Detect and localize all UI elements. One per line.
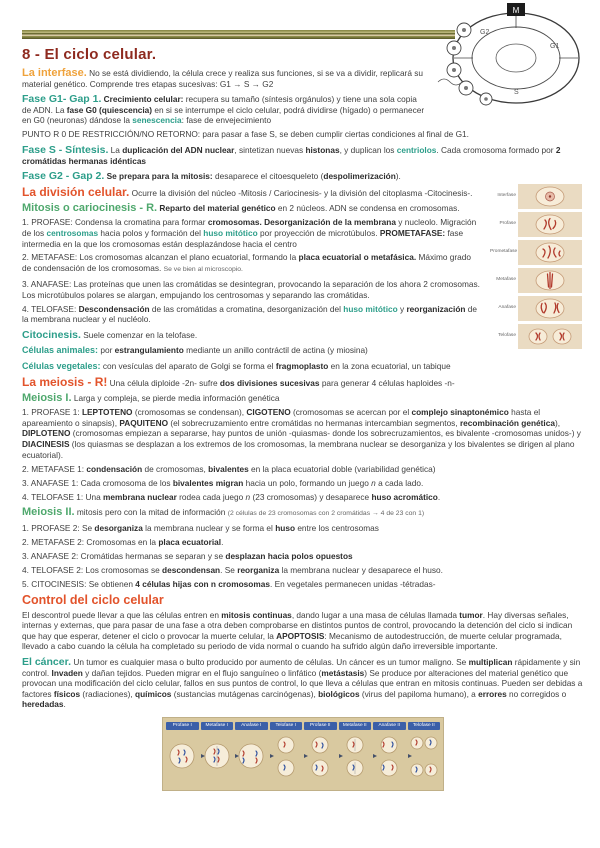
meiosis-stage-label: Anafase II [373, 722, 406, 730]
meiosis-stage-column [270, 722, 303, 787]
meiosis-stage-image [270, 730, 302, 787]
meiosis-stage-image [373, 730, 405, 787]
paragraph: 2. METAFASE: Los cromosomas alcanzan el plano ecuatorial, formando la placa ecuatorial o metafásica. Máximo grado de condensación de los cromosomas. Se ve bien al microscopio. [22, 252, 472, 274]
g2-label: G2 [480, 29, 490, 36]
mitosis-phase-panel [490, 212, 584, 238]
meiosis-stage-label: Metafase I [201, 722, 234, 730]
paragraph: 3. ANAFASE: Las proteínas que unen las cromátidas se desintegran, provocando la separación de los ahora 2 cromosomas. Los microtúbulos polares se alargan, empujando los centrosomas y separando las cromátidas. [22, 279, 480, 300]
mitosis-phase-label: Prometafase [490, 249, 518, 255]
paragraph: Células vegetales: con vesículas del aparato de Golgi se forma el fragmoplasto en la zona ecuatorial, un tabique [22, 361, 451, 372]
meiosis-stage-column [408, 722, 441, 787]
cell-cycle-diagram [434, 2, 584, 106]
paragraph: 1. PROFASE: Condensa la cromatina para formar cromosomas. Desorganización de la membrana y nucleolo. Migración de los centrosomas hacia polos y formación del huso mitótico por proyección de microtúbulos. PROMETAFASE: fase intermedia en la que los cromosomas están desplazándose hacia el centro [22, 217, 477, 249]
meiosis-diagram [162, 717, 444, 791]
paragraph: Fase S - Síntesis. La duplicación del ADN nuclear, sintetizan nuevas histonas, y duplican los centriolos. Cada cromosoma formado por 2 cromátidas hermanas idénticas [22, 143, 561, 166]
paragraph: 2. METAFASE 2: Cromosomas en la placa ecuatorial. [22, 537, 224, 548]
meiosis-stage-label: Profase II [304, 722, 337, 730]
meiosis-stage-label: Profase I [166, 722, 199, 730]
cell-cycle-sketch [434, 2, 584, 106]
paragraph: 4. TELOFASE 2: Los cromosomas se descondensan. Se reorganiza la membrana nuclear y desaparece el huso. [22, 565, 443, 576]
paragraph: El cáncer. Un tumor es cualquier masa o bulto producido por aumento de células. Un cáncer es un tumor maligno. Se multiplican rápidamente y sin control. Invaden y dañan tejidos. Pueden migrar en el flujo sanguíneo o linfático (metástasis) Se produce por alteraciones del material genético que provocan una modificación del ciclo celular, fallos en sus puntos de control, lo que lleva a células que entran en mitosis continuas. Pueden ser debidas a factores físicos (radiaciones), químicos (sustancias mutágenas carcinógenas), biológicos (virus del papiloma humano), a errores no corregidos o heredadas. [22, 655, 583, 710]
paragraph: 5. CITOCINESIS: Se obtienen 4 células hijas con n cromosomas. En vegetales permanecen unidas -tétradas- [22, 579, 436, 590]
meiosis-stage-column [166, 722, 199, 787]
meiosis-stage-column [339, 722, 372, 787]
paragraph: Células animales: por estrangulamiento mediante un anillo contráctil de actina (y miosina) [22, 345, 368, 356]
mitosis-phase-label: Telofase [498, 333, 516, 339]
meiosis-stage-column [304, 722, 337, 787]
paragraph: 4. TELOFASE 1: Una membrana nuclear rodea cada juego n (23 cromosomas) y desaparece huso acromático. [22, 491, 441, 502]
mitosis-phase-panel [490, 324, 584, 350]
paragraph: Fase G2 - Gap 2. Se prepara para la mitosis: desaparece el citoesqueleto (despolimerización). [22, 170, 401, 183]
mitosis-strip [490, 184, 584, 352]
paragraph: La división celular. Ocurre la división del núcleo -Mitosis / Cariocinesis- y la división del citoplasma -Citocinesis-. [22, 184, 473, 199]
meiosis-stage-column [201, 722, 234, 787]
mitosis-phase-label: Profase [499, 221, 516, 227]
mitosis-phase-image [518, 240, 582, 265]
paragraph: 4. TELOFASE: Descondensación de las cromátidas a cromatina, desorganización del huso mitótico y reorganización de la membrana nuclear y el nucléolo. [22, 303, 478, 325]
paragraph: El descontrol puede llevar a que las células entren en mitosis continuas, dando lugar a una masa de células llamada tumor. Hay diversas señales, internas y externas, que para pasar de una fase a otra deben comprobarse en distintos puntos de control, provocando la detención del ciclo si indican que hay que esperar, detener el ciclo o provocar la muerte celular, la APOPTOSIS: Mecanismo de autodestrucción, de muerte celular programada, llevado a cabo cuando la célula ha completado su periodo de vida normal o cuando ha sufrido algún daño irreversible importante. [22, 609, 573, 652]
m-phase-label: M [512, 6, 520, 15]
meiosis-stage-label: Anafase I [235, 722, 268, 730]
meiosis-stage-image [304, 730, 336, 787]
page-title: 8 - El ciclo celular. [22, 46, 157, 63]
mitosis-phase-image [518, 324, 582, 349]
decorative-ribbon [22, 30, 455, 39]
paragraph: Meiosis II. mitosis pero con la mitad de información (2 células de 23 cromosomas con 2 cromátidas → 4 de 23 con 1) [22, 506, 425, 519]
meiosis-stage-image [201, 730, 233, 787]
mitosis-phase-panel [490, 240, 584, 266]
meiosis-stage-image [166, 730, 198, 787]
s-label: S [514, 89, 519, 96]
meiosis-figure-columns [166, 722, 440, 787]
g1-label: G1 [550, 43, 560, 50]
paragraph: Citocinesis. Suele comenzar en la telofase. [22, 328, 198, 341]
meiosis-stage-column [235, 722, 268, 787]
mitosis-phase-panel [490, 184, 584, 210]
paragraph: Meiosis I. Larga y compleja, se pierde media información genética [22, 392, 280, 405]
paragraph: 1. PROFASE 2: Se desorganiza la membrana nuclear y se forma el huso entre los centrosomas [22, 523, 379, 534]
meiosis-stage-label: Telofase II [408, 722, 441, 730]
paragraph: Mitosis o cariocinesis - R. Reparto del material genético en 2 núcleos. ADN se condensa en cromosomas. [22, 202, 460, 215]
mitosis-phase-label: Interfase [497, 193, 516, 199]
mitosis-phase-image [518, 268, 582, 293]
mitosis-phase-label: Metafase [496, 277, 516, 283]
paragraph: 1. PROFASE 1: LEPTOTENO (cromosomas se condensan), CIGOTENO (cromosomas se acercan por el complejo sinaptonémico hasta el apareamiento o sinapsis), PAQUITENO (el sobrecruzamiento entre cromátidas no hermanas intercambian segmentos, recombinación genética), DIPLOTENO (cromosomas empiezan a separarse, hay puntos de unión -quiasmas- donde los sobrecruzamientos, es bivalente -cromosomas unidos-) y DIACINESIS (los quiasmas se desplazan a los extremos de los cromosomas, la membrana nuclear se desorganiza y los bivalentes se dirigen al plano ecuatorial). [22, 407, 581, 460]
paragraph: PUNTO R 0 DE RESTRICCIÓN/NO RETORNO: para pasar a fase S, se deben cumplir ciertas condiciones al final de G1. [22, 129, 469, 140]
paragraph: La meiosis - R! Una célula diploide -2n- sufre dos divisiones sucesivas para generar 4 células haploides -n- [22, 374, 455, 389]
mitosis-phase-image [518, 212, 582, 237]
meiosis-stage-column [373, 722, 406, 787]
mitosis-phase-panel [490, 268, 584, 294]
paragraph: Control del ciclo celular [22, 592, 164, 607]
paragraph: La interfase. No se está dividiendo, la célula crece y realiza sus funciones, si se va a dividir, replicará su material genético. Comprende tres etapas sucesivas: G1 → S → G2 [22, 67, 424, 89]
meiosis-stage-label: Telofase I [270, 722, 303, 730]
meiosis-stage-image [235, 730, 267, 787]
meiosis-stage-image [339, 730, 371, 787]
meiosis-stage-label: Metafase II [339, 722, 372, 730]
mitosis-phase-panel [490, 296, 584, 322]
paragraph: Fase G1- Gap 1. Crecimiento celular: recupera su tamaño (síntesis orgánulos) y tiene una sola copia de ADN. La fase G0 (quiescencia) en si se interrumpe el ciclo celular, podrá dividirse (hígado) o permanecer en G0 (neuronas) dándose la senescencia: fase de envejecimiento [22, 93, 425, 126]
meiosis-stage-image [408, 730, 440, 787]
paragraph: 3. ANAFASE 2: Cromátidas hermanas se separan y se desplazan hacia polos opuestos [22, 551, 353, 562]
mitosis-phase-image [518, 184, 582, 209]
mitosis-phase-label: Anafase [498, 305, 516, 311]
mitosis-phase-image [518, 296, 582, 321]
paragraph: 2. METAFASE 1: condensación de cromosomas, bivalentes en la placa ecuatorial doble (variabilidad genética) [22, 463, 436, 474]
paragraph: 3. ANAFASE 1: Cada cromosoma de los bivalentes migran hacia un polo, formando un juego n a cada lado. [22, 477, 424, 488]
